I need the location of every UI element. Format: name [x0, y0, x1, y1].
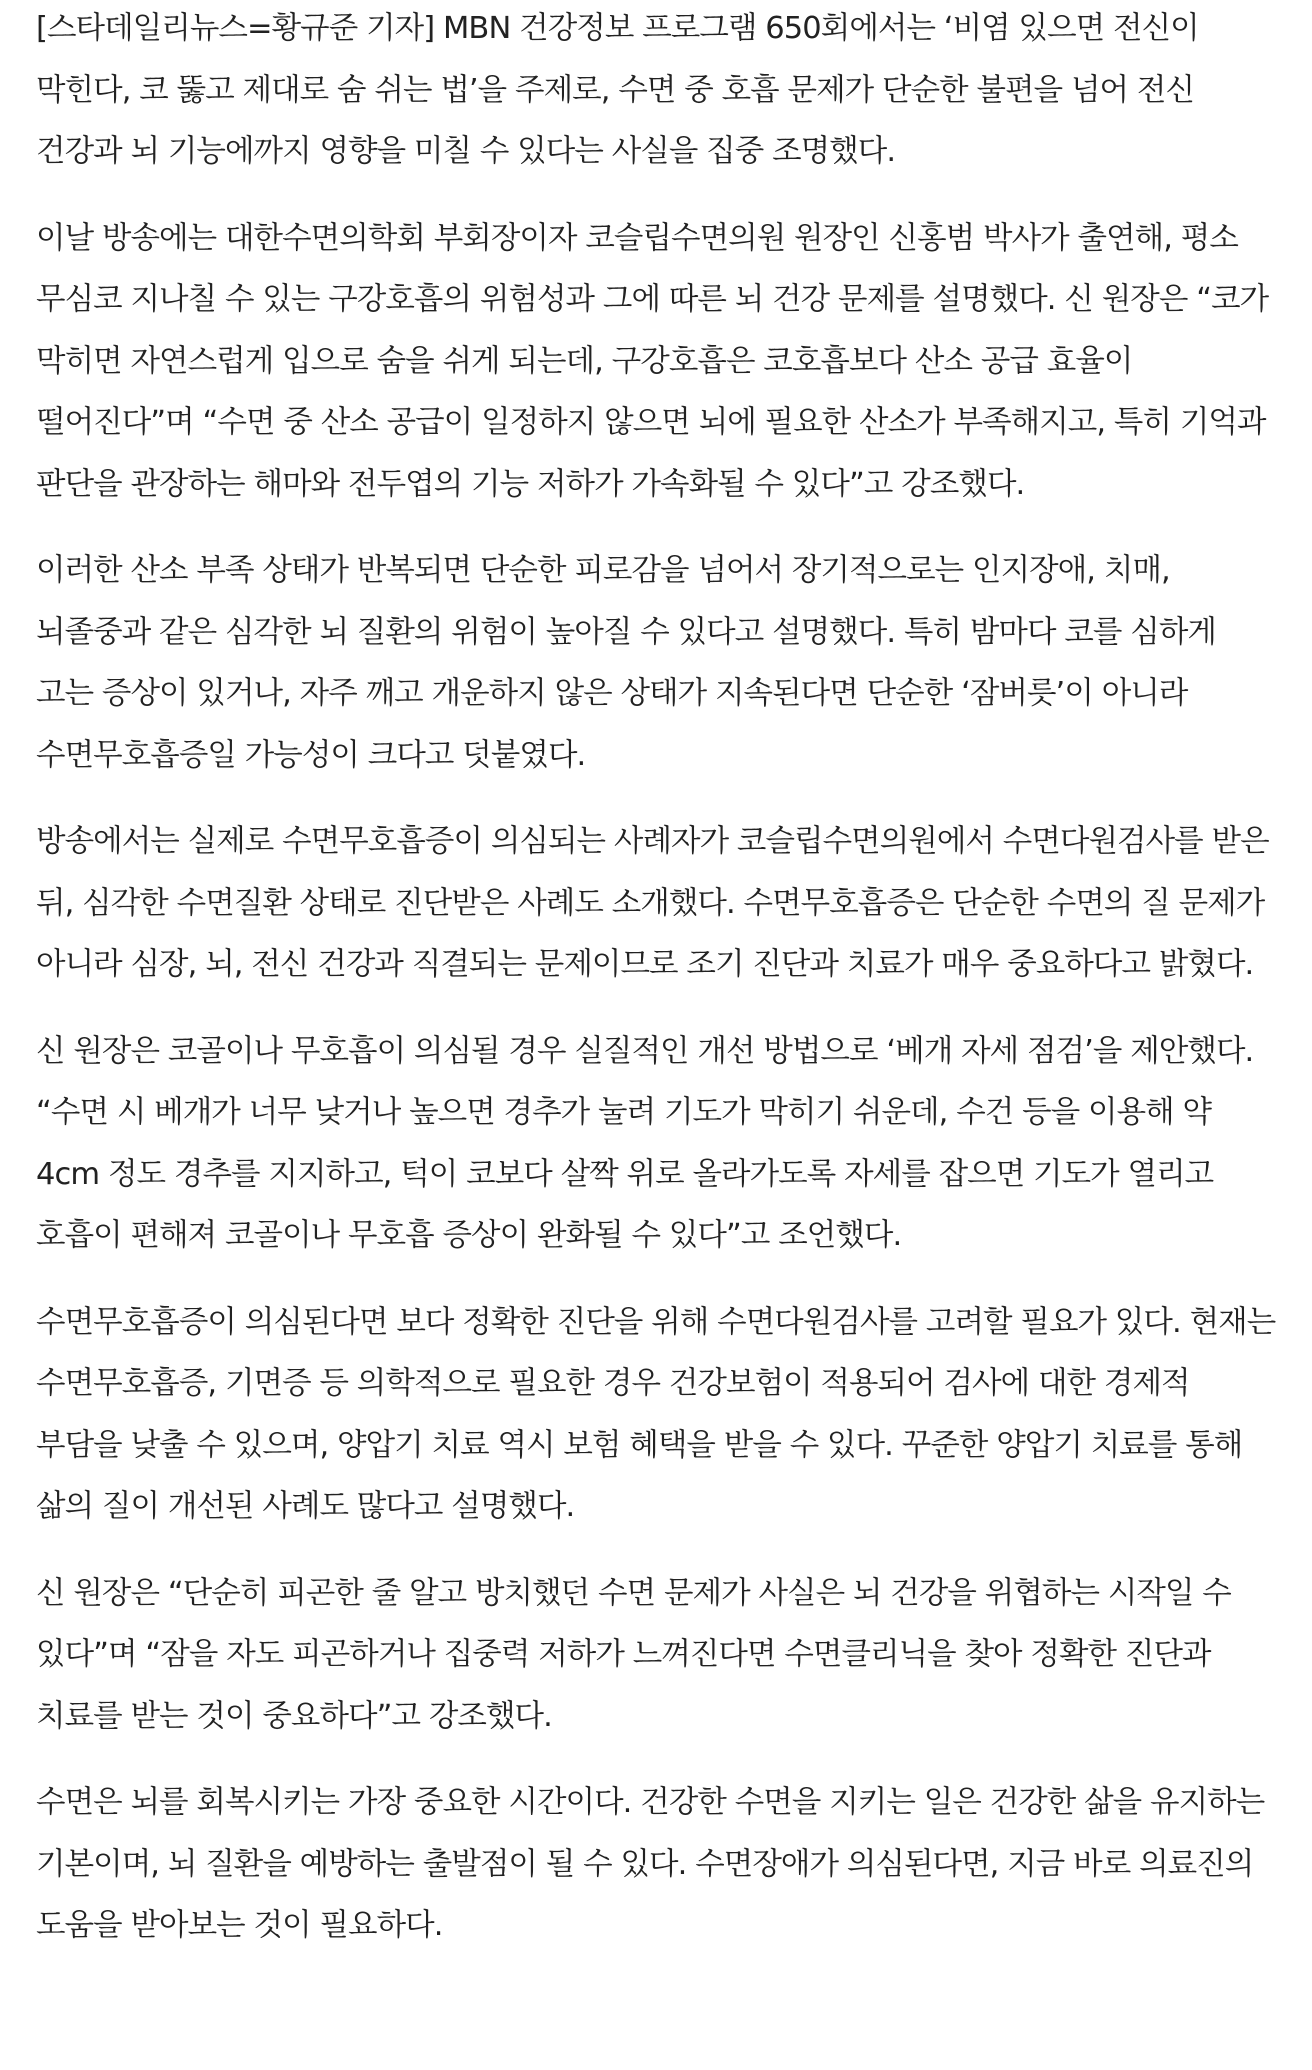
article-paragraph-5: 신 원장은 코골이나 무호흡이 의심될 경우 실질적인 개선 방법으로 ‘베개 자세 점검’을 제안했다. “수면 시 베개가 너무 낮거나 높으면 경추가 눌려 기도가 막히기 쉬운데, 수건 등을 이용해 약 4cm 정도 경추를 지지하고, 턱이 코보다 살짝 위로 올라가도록 자세를 잡으면 기도가 열리고 호흡이 편해져 코골이나 무호흡 증상이 완화될 수 있다”고 조언했다.	[36, 1033, 1254, 1253]
article-paragraph-1: [스타데일리뉴스=황규준 기자] MBN 건강정보 프로그램 650회에서는 ‘비염 있으면 전신이 막힌다, 코 뚫고 제대로 숨 쉬는 법’을 주제로, 수면 중 호흡 문제가 단순한 불편을 넘어 전신 건강과 뇌 기능에까지 영향을 미칠 수 있다는 사실을 집중 조명했다.	[36, 11, 1199, 169]
article-paragraph-8: 수면은 뇌를 회복시키는 가장 중요한 시간이다. 건강한 수면을 지키는 일은 건강한 삶을 유지하는 기본이며, 뇌 질환을 예방하는 출발점이 될 수 있다. 수면장애가 의심된다면, 지금 바로 의료진의 도움을 받아보는 것이 필요하다.	[36, 1785, 1265, 1943]
article-paragraph-6: 수면무호흡증이 의심된다면 보다 정확한 진단을 위해 수면다원검사를 고려할 필요가 있다. 현재는 수면무호흡증, 기면증 등 의학적으로 필요한 경우 건강보험이 적용되어 검사에 대한 경제적 부담을 낮출 수 있으며, 양압기 치료 역시 보험 혜택을 받을 수 있다. 꾸준한 양압기 치료를 통해 삶의 질이 개선된 사례도 많다고 설명했다.	[36, 1304, 1276, 1524]
article-paragraph-2: 이날 방송에는 대한수면의학회 부회장이자 코슬립수면의원 원장인 신홍범 박사가 출연해, 평소 무심코 지나칠 수 있는 구강호흡의 위험성과 그에 따른 뇌 건강 문제를 설명했다. 신 원장은 “코가 막히면 자연스럽게 입으로 숨을 쉬게 되는데, 구강호흡은 코호흡보다 산소 공급 효율이 떨어진다”며 “수면 중 산소 공급이 일정하지 않으면 뇌에 필요한 산소가 부족해지고, 특히 기억과 판단을 관장하는 해마와 전두엽의 기능 저하가 가속화될 수 있다”고 강조했다.	[36, 220, 1269, 502]
article-paragraph-3: 이러한 산소 부족 상태가 반복되면 단순한 피로감을 넘어서 장기적으로는 인지장애, 치매, 뇌졸중과 같은 심각한 뇌 질환의 위험이 높아질 수 있다고 설명했다. 특히 밤마다 코를 심하게 고는 증상이 있거나, 자주 깨고 개운하지 않은 상태가 지속된다면 단순한 ‘잠버릇’이 아니라 수면무호흡증일 가능성이 크다고 덧붙였다.	[36, 553, 1216, 773]
article-body	[36, 0, 1276, 1982]
article-paragraph-4: 방송에서는 실제로 수면무호흡증이 의심되는 사례자가 코슬립수면의원에서 수면다원검사를 받은 뒤, 심각한 수면질환 상태로 진단받은 사례도 소개했다. 수면무호흡증은 단순한 수면의 질 문제가 아니라 심장, 뇌, 전신 건강과 직결되는 문제이므로 조기 진단과 치료가 매우 중요하다고 밝혔다.	[36, 824, 1269, 982]
article-paragraph-7: 신 원장은 “단순히 피곤한 줄 알고 방치했던 수면 문제가 사실은 뇌 건강을 위협하는 시작일 수 있다”며 “잠을 자도 피곤하거나 집중력 저하가 느껴진다면 수면클리닉을 찾아 정확한 진단과 치료를 받는 것이 중요하다”고 강조했다.	[36, 1575, 1231, 1734]
